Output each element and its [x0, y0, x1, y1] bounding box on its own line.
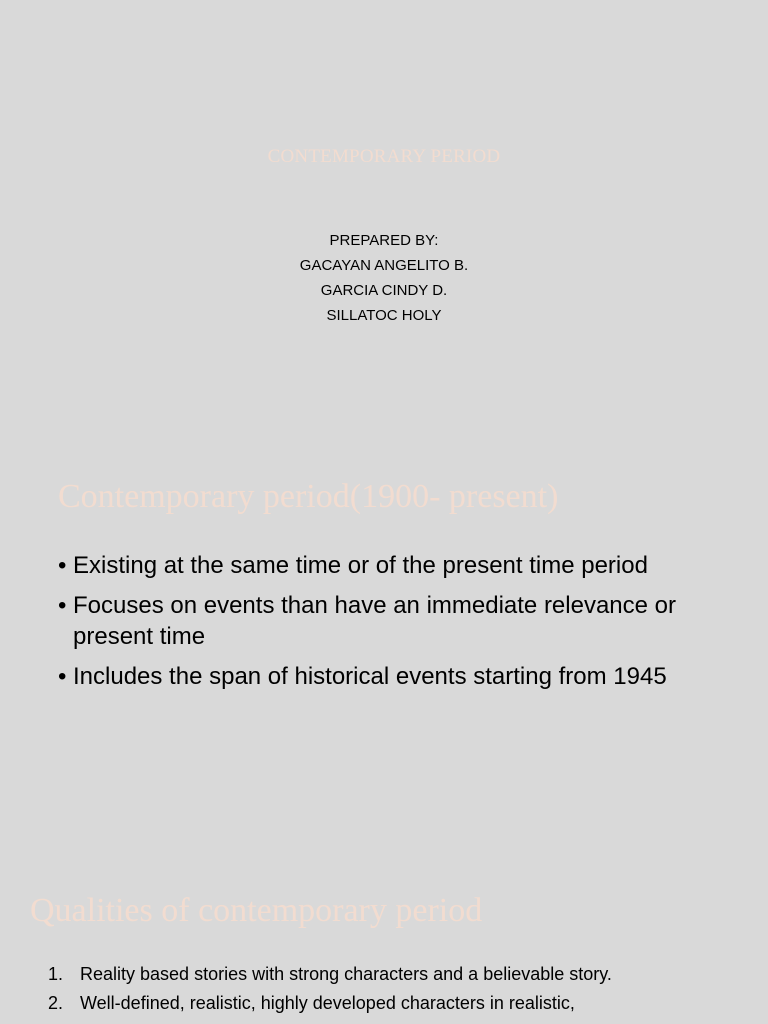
bullet-text: Focuses on events than have an immediate relevance or present time	[73, 592, 677, 650]
list-item	[48, 960, 748, 989]
bullet-item	[58, 661, 718, 692]
bullet-item	[58, 550, 718, 581]
credits-line: SILLATOC HOLY	[326, 307, 442, 324]
bullet-text: Existing at the same time or of the present time period	[73, 552, 648, 579]
credits-line: GARCIA CINDY D.	[320, 282, 448, 299]
credits-line: PREPARED BY:	[329, 232, 439, 249]
bullet-list	[58, 550, 718, 701]
list-number: 2.	[48, 993, 64, 1013]
list-text: Well-defined, realistic, highly developed characters in realistic,	[80, 993, 575, 1013]
bullet-icon: •	[58, 663, 67, 690]
numbered-list	[48, 960, 748, 1018]
qualities-slide	[0, 860, 768, 1024]
credits-line: GACAYAN ANGELITO B.	[299, 257, 469, 274]
slide-title: Contemporary period(1900- present)	[58, 478, 559, 515]
slide-title: Qualities of contemporary period	[30, 892, 483, 929]
bullet-item	[58, 590, 718, 652]
definition-slide	[0, 430, 768, 860]
list-text: Reality based stories with strong characters and a believable story.	[80, 964, 612, 984]
presentation-title: CONTEMPORARY PERIOD	[267, 146, 501, 167]
bullet-text: Includes the span of historical events starting from 1945	[73, 663, 667, 690]
bullet-icon: •	[58, 552, 67, 579]
credits-block	[0, 228, 768, 328]
bullet-icon: •	[58, 592, 67, 619]
list-number: 1.	[48, 964, 64, 984]
list-item	[48, 989, 748, 1018]
title-slide	[0, 0, 768, 430]
